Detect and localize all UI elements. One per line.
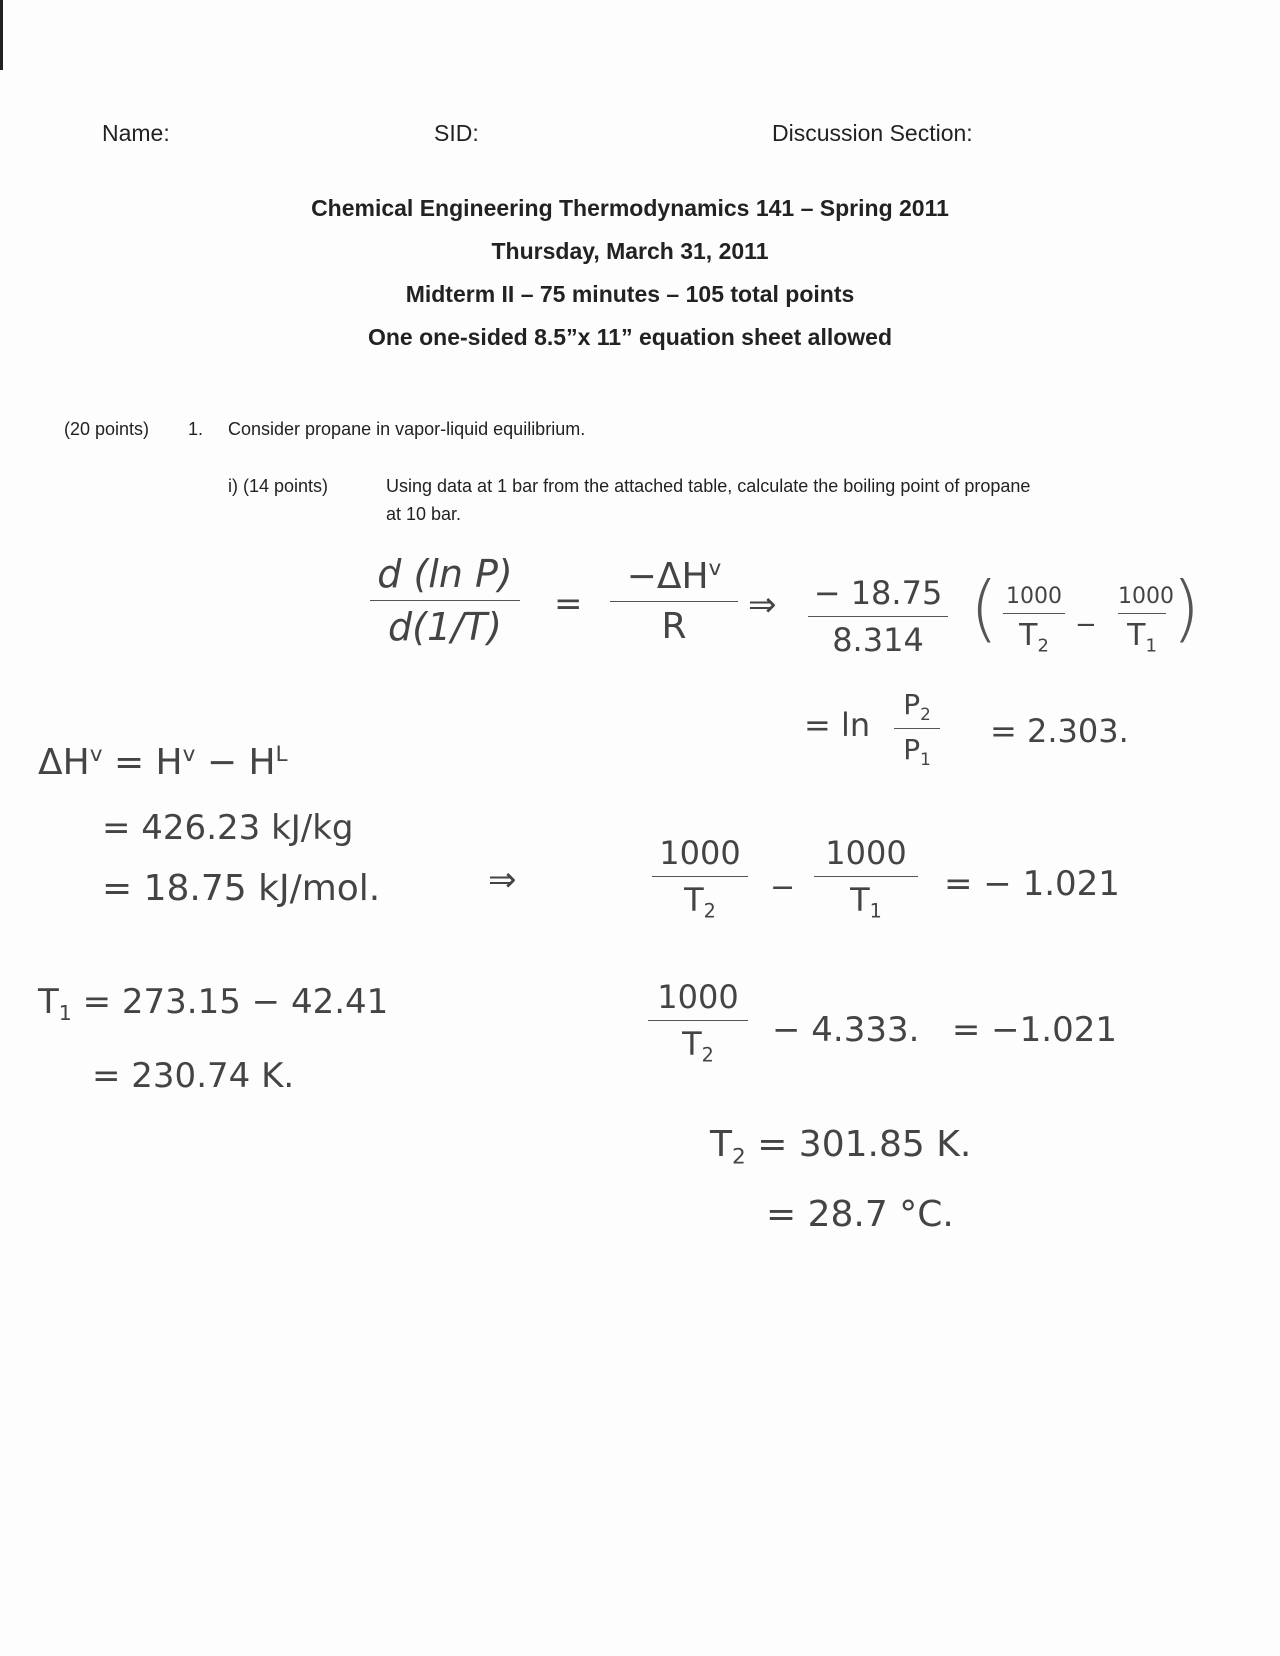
- question-number: 1.: [188, 419, 204, 439]
- dh-symbol-sup: v: [89, 742, 103, 768]
- value-denominator: 8.314: [832, 621, 924, 659]
- course-title: Chemical Engineering Thermodynamics 141 – Spring 2011: [311, 195, 949, 221]
- step2-fraction-a: [652, 834, 748, 923]
- enthalpy-per-kg: = 426.23 kJ/kg: [102, 808, 354, 848]
- inverse-t2-fraction: [1003, 584, 1065, 656]
- p1: P: [903, 732, 921, 766]
- t1-calculation: [38, 982, 388, 1025]
- clausius-numerator: d (ln P): [377, 552, 513, 596]
- name-label: Name:: [102, 120, 170, 146]
- p2-sub: 2: [920, 703, 931, 724]
- question-text: Consider propane in vapor-liquid equilibrium.: [228, 419, 586, 439]
- left-paren: (: [970, 566, 999, 650]
- part-i-label: i) (14 points): [228, 476, 329, 496]
- gas-constant: R: [661, 606, 687, 647]
- t2-sub: 2: [732, 1144, 746, 1170]
- minus-sign: −: [1075, 610, 1097, 640]
- step3-numerator: 1000: [657, 978, 739, 1016]
- step2-b-denominator: T: [850, 881, 870, 919]
- enthalpy-sup: v: [708, 556, 722, 582]
- equation-sheet-note: One one-sided 8.5”x 11” equation sheet allowed: [367, 324, 893, 350]
- clausius-fraction: [370, 552, 520, 649]
- h-vapor: = H: [113, 742, 183, 783]
- enthalpy-fraction: [610, 556, 738, 647]
- t1-sub: 1: [58, 1001, 72, 1026]
- inverse-t1-numerator: 1000: [1118, 584, 1174, 609]
- part-i-prompt-line1: Using data at 1 bar from the attached table, calculate the boiling point of propane: [386, 476, 1031, 496]
- scan-edge-mark: [0, 0, 3, 70]
- t1-expression: = 273.15 − 42.41: [82, 982, 389, 1022]
- sid-label: SID:: [434, 120, 479, 146]
- value-numerator: − 18.75: [813, 574, 943, 612]
- h-liquid: − H: [206, 742, 276, 783]
- discussion-section-label: Discussion Section:: [772, 120, 973, 146]
- exam-info: Midterm II – 75 minutes – 105 total points: [405, 281, 855, 307]
- step3-rest: − 4.333. = −1.021: [772, 1010, 1117, 1050]
- step2-a-sub: 2: [703, 899, 716, 923]
- inverse-t2-numerator: 1000: [1006, 584, 1062, 609]
- enthalpy-definition: [38, 742, 288, 783]
- part-i-prompt-line2: at 10 bar.: [386, 504, 462, 524]
- inverse-t1-denominator: T: [1127, 618, 1146, 653]
- step3-sub: 2: [701, 1043, 714, 1067]
- t2-symbol: T: [710, 1124, 732, 1165]
- exam-date: Thursday, March 31, 2011: [491, 238, 769, 264]
- inverse-t2-denominator: T: [1019, 618, 1038, 653]
- t2-result-celsius: = 28.7 °C.: [766, 1194, 954, 1235]
- ln-prefix: = ln: [804, 706, 871, 744]
- inverse-t1-sub: 1: [1145, 635, 1157, 657]
- h-vapor-sup: v: [182, 742, 196, 768]
- step2-result: = − 1.021: [944, 864, 1120, 904]
- t1-symbol: T: [38, 982, 59, 1022]
- step2-minus: −: [770, 870, 796, 905]
- p1-sub: 1: [920, 748, 931, 769]
- enthalpy-numerator: −ΔH: [626, 556, 709, 597]
- inverse-t2-sub: 2: [1037, 635, 1049, 657]
- dh-symbol: ΔH: [38, 742, 90, 783]
- step2-b-sub: 1: [869, 899, 882, 923]
- pressure-ratio: [894, 688, 940, 769]
- t2-value: = 301.85 K.: [757, 1124, 972, 1165]
- implies-arrow-1: ⇒: [748, 585, 777, 625]
- question-points: (20 points): [64, 419, 150, 439]
- enthalpy-per-mol: = 18.75 kJ/mol.: [102, 868, 381, 909]
- step2-a-numerator: 1000: [659, 834, 741, 872]
- p2: P: [903, 688, 921, 721]
- clausius-denominator: d(1/T): [388, 605, 502, 649]
- step3-fraction: [648, 978, 748, 1067]
- equals-sign: =: [554, 584, 583, 624]
- right-paren: ): [1172, 566, 1201, 650]
- implies-arrow-2: ⇒: [488, 860, 517, 900]
- t1-result: = 230.74 K.: [92, 1056, 295, 1096]
- step3-denominator: T: [682, 1025, 702, 1063]
- step2-fraction-b: [814, 834, 918, 923]
- step2-b-numerator: 1000: [825, 834, 907, 872]
- h-liquid-sup: L: [275, 742, 288, 768]
- step2-a-denominator: T: [684, 881, 704, 919]
- ln-result: = 2.303.: [990, 712, 1129, 750]
- inverse-t1-fraction: [1118, 584, 1174, 657]
- value-fraction: [808, 574, 948, 659]
- t2-result-kelvin: [710, 1124, 971, 1170]
